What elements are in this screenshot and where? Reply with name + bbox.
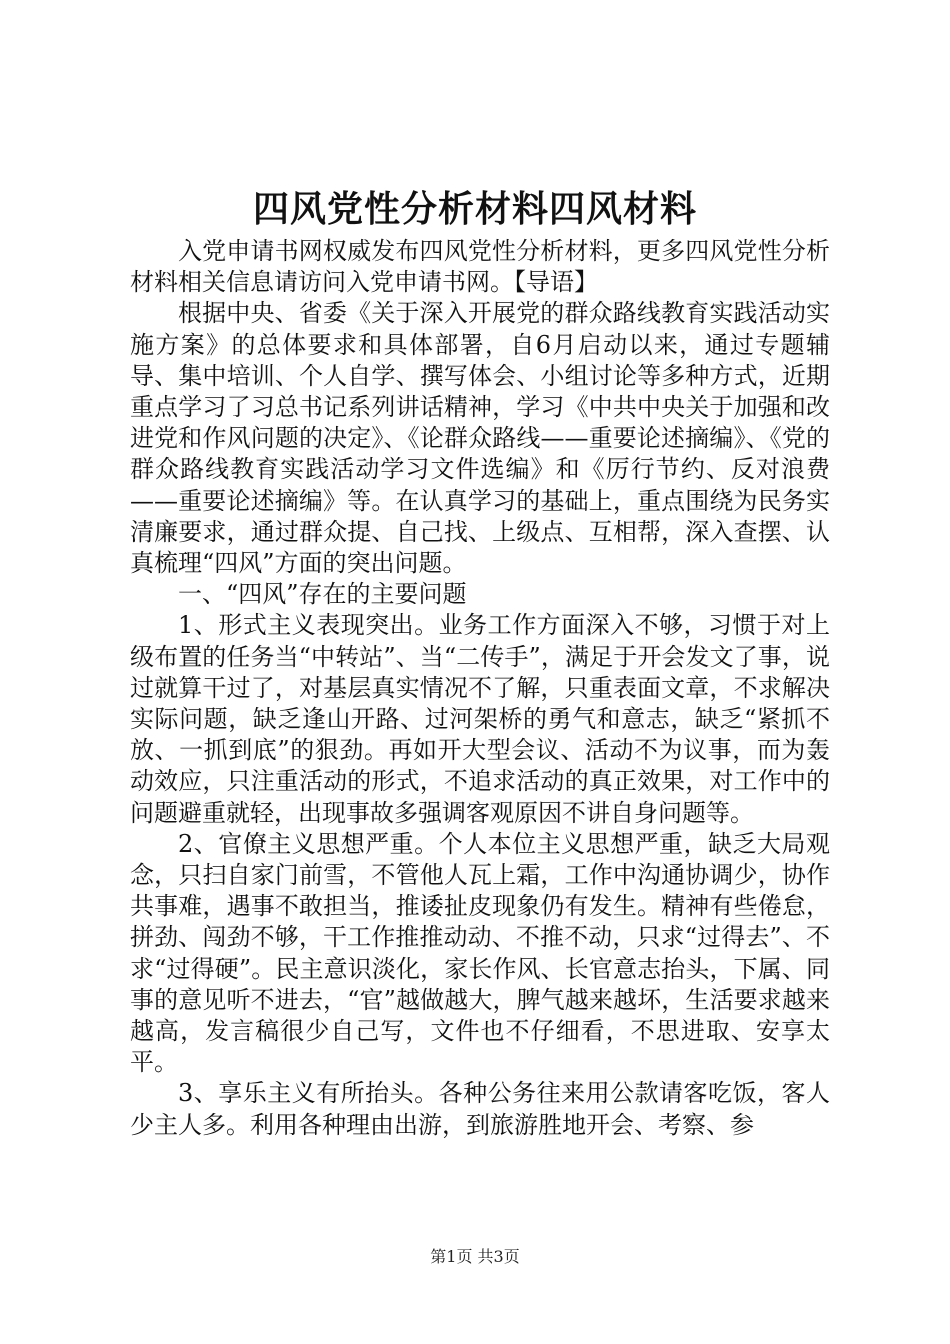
paragraph-formalism: 1、形式主义表现突出。业务工作方面深入不够，习惯于对上级布置的任务当“中转站”、当“二传手”，满足于开会发文了事，说过就算干过了，对基层真实情况不了解，只重表面文章，不求解决实际问题，缺乏逢山开路、过河架桥的勇气和意志，缺乏“紧抓不放、一抓到底”的狠劲。再如开大型会议、活动不为议事，而为轰动效应，只注重活动的形式，不追求活动的真正效果，对工作中的问题避重就轻，出现事故多强调客观原因不讲自身问题等。 [130, 611, 830, 827]
paragraph-intro: 入党申请书网权威发布四风党性分析材料，更多四风党性分析材料相关信息请访问入党申请书网。【导语】 [130, 237, 830, 297]
paragraph-bureaucratism: 2、官僚主义思想严重。个人本位主义思想严重，缺乏大局观念，只扫自家门前雪，不管他人瓦上霜，工作中沟通协调少，协作共事难，遇事不敢担当，推诿扯皮现象仍有发生。精神有些倦怠，拼劲、闯劲不够，干工作推推动动、不推不动，只求“过得去”、不求“过得硬”。民主意识淡化，家长作风、长官意志抬头，下属、同事的意见听不进去，“官”越做越大，脾气越来越坏，生活要求越来越高，发言稿很少自己写，文件也不仔细看，不思进取、安享太平。 [130, 829, 830, 1077]
paragraph-hedonism: 3、享乐主义有所抬头。各种公务往来用公款请客吃饭，客人少主人多。利用各种理由出游，到旅游胜地开会、考察、参 [130, 1079, 830, 1139]
section-heading: 一、“四风”存在的主要问题 [178, 580, 467, 609]
document-title: 四风党性分析材料四风材料 [252, 188, 697, 230]
paragraph-background: 根据中央、省委《关于深入开展党的群众路线教育实践活动实施方案》的总体要求和具体部署，自6月启动以来，通过专题辅导、集中培训、个人自学、撰写体会、小组讨论等多种方式，近期重点学习了习总书记系列讲话精神，学习《中共中央关于加强和改进党和作风问题的决定》、《论群众路线——重要论述摘编》、《党的群众路线教育实践活动学习文件选编》和《厉行节约、反对浪费——重要论述摘编》等。在认真学习的基础上，重点围绕为民务实清廉要求，通过群众提、自己找、上级点、互相帮，深入查摆、认真梳理“四风”方面的突出问题。 [130, 299, 830, 578]
page-number-footer: 第1页 共3页 [430, 1247, 520, 1266]
document-body [130, 236, 830, 1141]
